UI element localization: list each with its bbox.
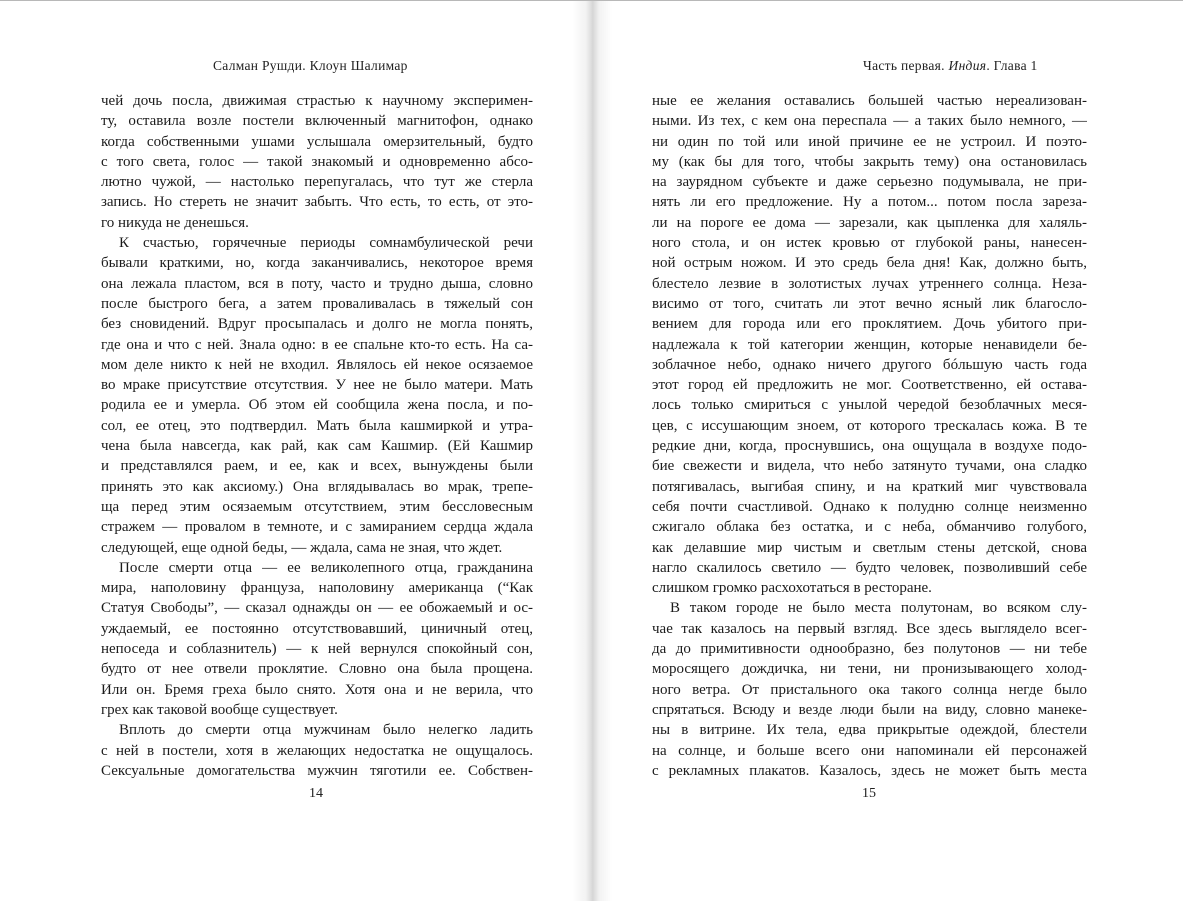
text-line: нять ли его предложение. Ну а потом... потом посла зареза- bbox=[652, 194, 1087, 211]
text-line: запись. Но стереть не значит забыть. Что есть, то есть, от это- bbox=[101, 194, 533, 211]
text-line: зоблачное небо, однако ничего другого бóльшую часть года bbox=[652, 356, 1087, 373]
text-line: бывали краткими, но, когда заканчивались, некоторое время bbox=[101, 255, 533, 272]
right-page-text bbox=[652, 91, 1087, 781]
left-page-number: 14 bbox=[309, 786, 323, 801]
text-line: непоседа и соблазнитель) — к ней вернулся спокойный сон, bbox=[101, 641, 533, 658]
text-line: моросящего дождичка, ни тени, ни пронизывающего холод- bbox=[652, 661, 1087, 678]
text-line: как делавшие мир чистым и светлым стены детской, снова bbox=[652, 539, 1087, 556]
text-line: мом деле никто к ней не входил. Являлось ей некое осязаемое bbox=[101, 356, 533, 373]
text-line: сол, ее отец, это подтвердил. Мать была кашмиркой и утра- bbox=[101, 417, 533, 434]
text-line: ща перед этим осязаемым отсутствием, этим бессловесным bbox=[101, 498, 533, 515]
text-line: уждаемый, ее постоянно отсутствовавший, циничный отец, bbox=[101, 620, 533, 637]
text-line: принять это как аксиому.) Она вглядывалась во мрак, трепе- bbox=[101, 478, 533, 495]
text-line: нагло скалилось светило — будто человек, позволивший себе bbox=[652, 559, 1087, 576]
text-line: После смерти отца — ее великолепного отца, гражданина bbox=[119, 559, 533, 576]
text-line: будто от нее отвели проклятие. Словно она была прощена. bbox=[101, 661, 533, 678]
text-line: блестело лезвие в золотистых лучах утреннего солнца. Неза- bbox=[652, 275, 1087, 292]
text-line: чена была навсегда, как рай, как сам Кашмир. (Ей Кашмир bbox=[101, 438, 533, 455]
text-line: на солнце, и больше всего они напоминали ей персонажей bbox=[652, 742, 1087, 759]
right-page bbox=[592, 1, 1183, 901]
text-line: после быстрого бега, а затем проваливалась в тяжелый сон bbox=[101, 295, 533, 312]
text-line: чей дочь посла, движимая страстью к научному эксперимен- bbox=[101, 93, 533, 109]
text-line: ни один по той или иной причине ее не устроил. И поэто- bbox=[652, 133, 1087, 150]
text-line: с рекламных плакатов. Казалось, здесь не может быть места bbox=[652, 762, 1087, 779]
text-line: стражем — провалом в темноте, и с замиранием сердца ждала bbox=[101, 519, 533, 536]
left-running-head: Салман Рушди. Клоун Шалимар bbox=[213, 58, 408, 73]
left-page-text bbox=[101, 91, 533, 781]
running-head-chapter-label: . Глава 1 bbox=[986, 58, 1038, 73]
right-page-number: 15 bbox=[862, 786, 876, 801]
text-line: ного ветра. От пристального ока такого солнца негде было bbox=[652, 681, 1087, 698]
text-line: го никуда не денешься. bbox=[101, 214, 249, 231]
left-page bbox=[0, 1, 592, 901]
text-line: да до примитивности однообразно, без полутонов — ни тебе bbox=[652, 641, 1087, 658]
text-line: Статуя Свободы”, — сказал однажды он — ее обожаемый и ос- bbox=[101, 600, 533, 617]
text-line: ной острым ножом. И это средь бела дня! Как, должно быть, bbox=[652, 255, 1087, 272]
text-line: слишком громко расхохотаться в ресторане. bbox=[652, 580, 932, 597]
running-head-part-title: Индия bbox=[948, 58, 987, 73]
text-line: надлежала к той категории женщин, которые ненавидели бе- bbox=[652, 336, 1087, 353]
text-line: бие свежести и видела, что небо затянуто тучами, она сладко bbox=[652, 458, 1087, 475]
text-line: висимо от того, считать ли этот вечно ясный лик благосло- bbox=[652, 295, 1087, 312]
text-line: и представлялся раем, и ее, как и всех, вынуждены были bbox=[101, 458, 533, 475]
text-line: чае так казалось на первый взгляд. Все здесь выглядело всег- bbox=[652, 620, 1087, 637]
text-line: во мраке присутствие отсутствия. У нее не было матери. Мать bbox=[101, 377, 533, 394]
right-running-head bbox=[863, 58, 1038, 74]
text-line: сжигало облака без остатка, и с неба, обманчиво голубого, bbox=[652, 519, 1087, 536]
text-line: родила ее и умерла. Об этом ей сообщила жена посла, и по- bbox=[101, 397, 533, 414]
text-line: с того света, голос — такой знакомый и одновременно абсо- bbox=[101, 153, 533, 170]
text-line: мира, наполовину француза, наполовину американца (“Как bbox=[101, 580, 533, 597]
text-line: ного стола, и он истек кровью от глубокой раны, нанесен- bbox=[652, 235, 1087, 252]
text-line: лютно чужой, — настолько перепугалась, что тут же стерла bbox=[101, 174, 533, 191]
text-line: ли на пороге ее дома — зарезали, как цыпленка для халяль- bbox=[652, 214, 1087, 231]
text-line: ными. Из тех, с кем она переспала — а таких было немного, — bbox=[652, 113, 1087, 130]
text-line: когда собственными ушами услышала омерзительный, будто bbox=[101, 133, 533, 150]
text-line: редкие дни, когда, проснувшись, она ощущала в воздухе подо- bbox=[652, 438, 1087, 455]
text-line: Вплоть до смерти отца мужчинам было нелегко ладить bbox=[119, 722, 533, 739]
text-line: цев, с иссушающим зноем, от которого трескалась кожа. В те bbox=[652, 417, 1087, 434]
text-line: она лежала пластом, вся в поту, часто и трудно дыша, словно bbox=[101, 275, 533, 292]
text-line: Или он. Бремя греха было снято. Хотя она и не верила, что bbox=[101, 681, 533, 698]
text-line: грех как таковой вообще существует. bbox=[101, 701, 338, 718]
text-line: Сексуальные домогательства мужчин тяготили ее. Собствен- bbox=[101, 762, 533, 779]
text-line: потягивалась, выгибая спину, и на краткий миг чувствовала bbox=[652, 478, 1087, 495]
text-line: на заурядном субъекте и даже серьезно подумывала, не при- bbox=[652, 174, 1087, 191]
text-line: лось только смириться с унылой чередой безоблачных меся- bbox=[652, 397, 1087, 414]
text-line: ны в витрине. Их тела, едва прикрытые одеждой, блестели bbox=[652, 722, 1087, 739]
text-line: этот город ей предложить не мог. Соответственно, ей остава- bbox=[652, 377, 1087, 394]
text-line: ные ее желания оставались большей частью нереализован- bbox=[652, 93, 1087, 109]
text-line: му (как бы для того, чтобы закрыть тему) она остановилась bbox=[652, 153, 1087, 170]
text-line: без сновидений. Вдруг просыпалась и долго не могла понять, bbox=[101, 316, 533, 333]
running-head-part-label: Часть первая. bbox=[863, 58, 949, 73]
text-line: К счастью, горячечные периоды сомнамбулической речи bbox=[119, 235, 533, 252]
text-line: спрятаться. Всюду и везде люди были на виду, словно манеке- bbox=[652, 701, 1087, 718]
text-line: В таком городе не было места полутонам, во всяком слу- bbox=[670, 600, 1087, 617]
text-line: ту, оставила возле постели включенный магнитофон, однако bbox=[101, 113, 533, 130]
text-line: следующей, еще одной беды, — ждала, сама не зная, что ждет. bbox=[101, 539, 503, 556]
text-line: себя почти счастливой. Однако к полудню солнце неизменно bbox=[652, 498, 1087, 515]
text-line: с ней в постели, хотя в желающих недостатка не ощущалось. bbox=[101, 742, 533, 759]
text-line: вением для города или его проклятием. Дочь убитого при- bbox=[652, 316, 1087, 333]
text-line: где она и что с ней. Знала одно: в ее спальне кто-то есть. На са- bbox=[101, 336, 533, 353]
